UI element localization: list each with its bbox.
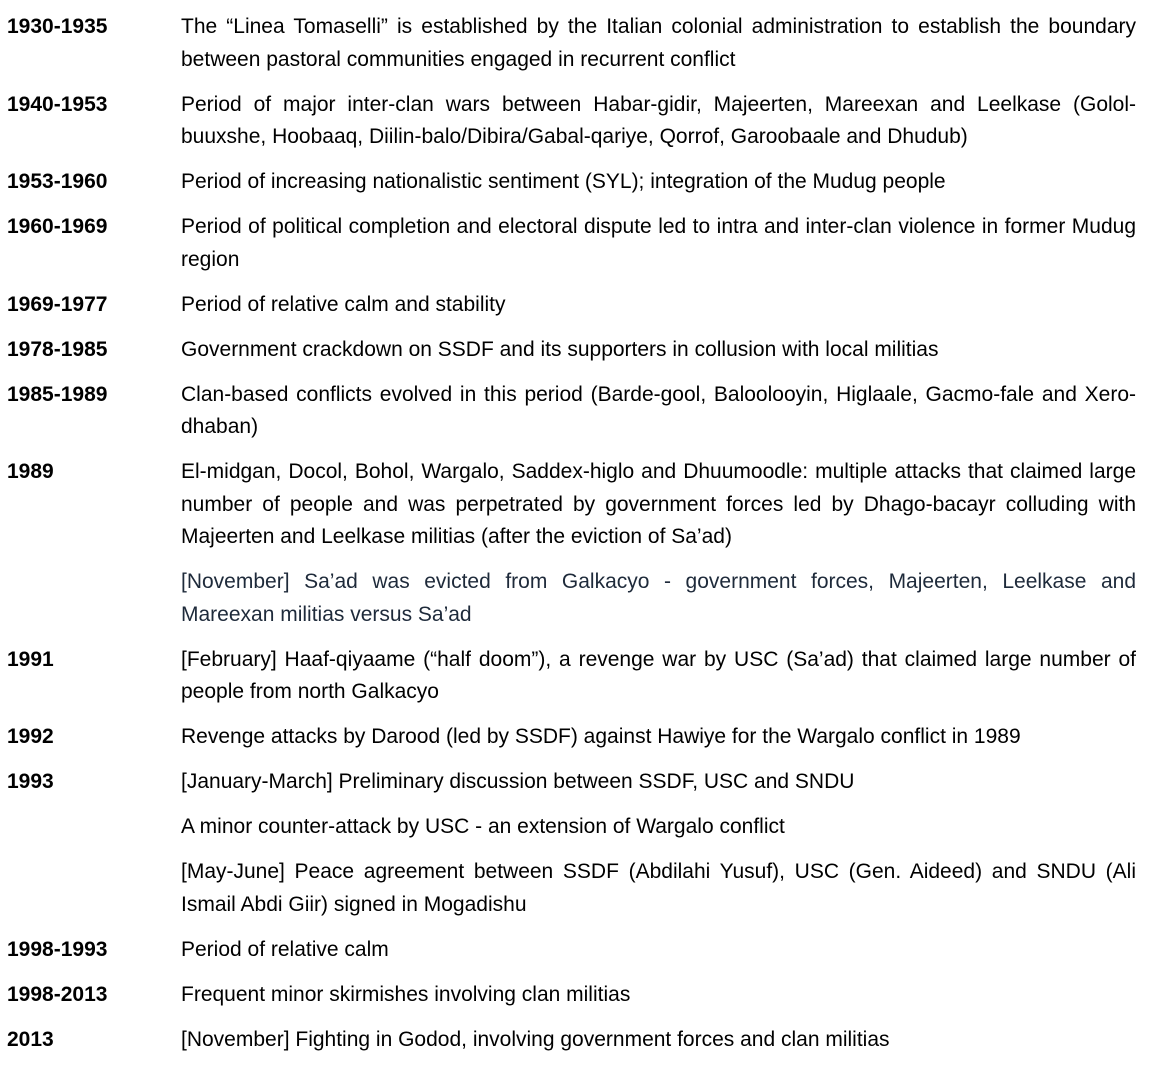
entry-description: Frequent minor skirmishes involving clan militias	[181, 982, 631, 1006]
conflict-timeline	[0, 11, 1152, 1069]
entry-description: The “Linea Tomaselli” is established by the Italian colonial administration to establish the boundary between pastoral communities engaged in recurrent conflict	[181, 15, 1136, 71]
entry-description: Revenge attacks by Darood (led by SSDF) against Hawiye for the Wargalo conflict in 1989	[181, 725, 1021, 748]
timeline-entry	[0, 1024, 1152, 1057]
entry-description: [January-March] Preliminary discussion between SSDF, USC and SNDU	[181, 770, 855, 793]
entry-descriptions	[181, 979, 1136, 1012]
timeline-entry	[0, 979, 1152, 1012]
entry-description: A minor counter-attack by USC - an extension of Wargalo conflict	[181, 815, 785, 838]
entry-description: [May-June] Peace agreement between SSDF (Abdilahi Yusuf), USC (Gen. Aideed) and SNDU (Ali Ismail Abdi Giir) signed in Mogadishu	[181, 860, 1136, 916]
entry-description: Period of political completion and electoral dispute led to intra and inter-clan violence in former Mudug region	[181, 215, 1136, 271]
entry-description: [November] Fighting in Godod, involving government forces and clan militias	[181, 1027, 890, 1051]
entry-year: 1953-1960	[7, 170, 108, 193]
timeline-entry	[0, 89, 1152, 154]
entry-year: 1993	[7, 770, 54, 793]
entry-descriptions	[181, 644, 1136, 709]
entry-year: 1991	[7, 647, 54, 671]
entry-description: Government crackdown on SSDF and its supporters in collusion with local militias	[181, 337, 939, 361]
entry-year: 1998-2013	[7, 982, 108, 1006]
entry-descriptions	[181, 334, 1136, 367]
timeline-entry	[0, 166, 1152, 199]
timeline-entry	[0, 456, 1152, 631]
entry-descriptions	[181, 166, 1136, 199]
timeline-entry	[0, 934, 1152, 967]
timeline-entry	[0, 334, 1152, 367]
entry-year: 1985-1989	[7, 382, 108, 406]
entry-descriptions	[181, 379, 1136, 444]
entry-year: 2013	[7, 1027, 54, 1051]
entry-descriptions	[181, 211, 1136, 276]
entry-description: Period of major inter-clan wars between Habar-gidir, Majeerten, Mareexan and Leelkase (Golol-buuxshe, Hoobaaq, Diilin-balo/Dibira/Gabal-qariye, Qorrof, Garoobaale and Dhudub)	[181, 92, 1136, 148]
entry-year: 1998-1993	[7, 937, 108, 961]
entry-descriptions	[181, 289, 1136, 322]
entry-descriptions	[181, 89, 1136, 154]
entry-description: Period of relative calm	[181, 937, 389, 961]
entry-description: [February] Haaf-qiyaame (“half doom”), a revenge war by USC (Sa’ad) that claimed large number of people from north Galkacyo	[181, 647, 1136, 703]
entry-description: El-midgan, Docol, Bohol, Wargalo, Saddex-higlo and Dhuumoodle: multiple attacks that claimed large number of people and was perpetrated by government forces led by Dhago-bacayr colluding with Majeerten and Leelkase militias (after the eviction of Sa’ad)	[181, 460, 1136, 548]
entry-descriptions	[181, 11, 1136, 76]
entry-year: 1989	[7, 460, 54, 483]
entry-description: [November] Sa’ad was evicted from Galkacyo - government forces, Majeerten, Leelkase and Mareexan militias versus Sa’ad	[181, 570, 1136, 626]
entry-descriptions	[181, 1024, 1136, 1057]
entry-year: 1930-1935	[7, 15, 108, 38]
timeline-entry	[0, 11, 1152, 76]
entry-descriptions	[181, 934, 1136, 967]
entry-year: 1969-1977	[7, 292, 108, 316]
timeline-entry	[0, 721, 1152, 754]
timeline-entry	[0, 289, 1152, 322]
timeline-entry	[0, 379, 1152, 444]
entry-year: 1940-1953	[7, 92, 108, 116]
entry-year: 1960-1969	[7, 215, 108, 238]
entry-descriptions	[181, 456, 1136, 631]
timeline-entry	[0, 766, 1152, 921]
entry-description: Clan-based conflicts evolved in this period (Barde-gool, Baloolooyin, Higlaale, Gacmo-fale and Xero-dhaban)	[181, 382, 1136, 438]
timeline-entry	[0, 211, 1152, 276]
entry-descriptions	[181, 721, 1136, 754]
entry-description: Period of relative calm and stability	[181, 292, 506, 316]
entry-description: Period of increasing nationalistic sentiment (SYL); integration of the Mudug people	[181, 170, 946, 193]
entry-year: 1978-1985	[7, 337, 108, 361]
entry-descriptions	[181, 766, 1136, 921]
entry-year: 1992	[7, 725, 54, 748]
timeline-entry	[0, 644, 1152, 709]
